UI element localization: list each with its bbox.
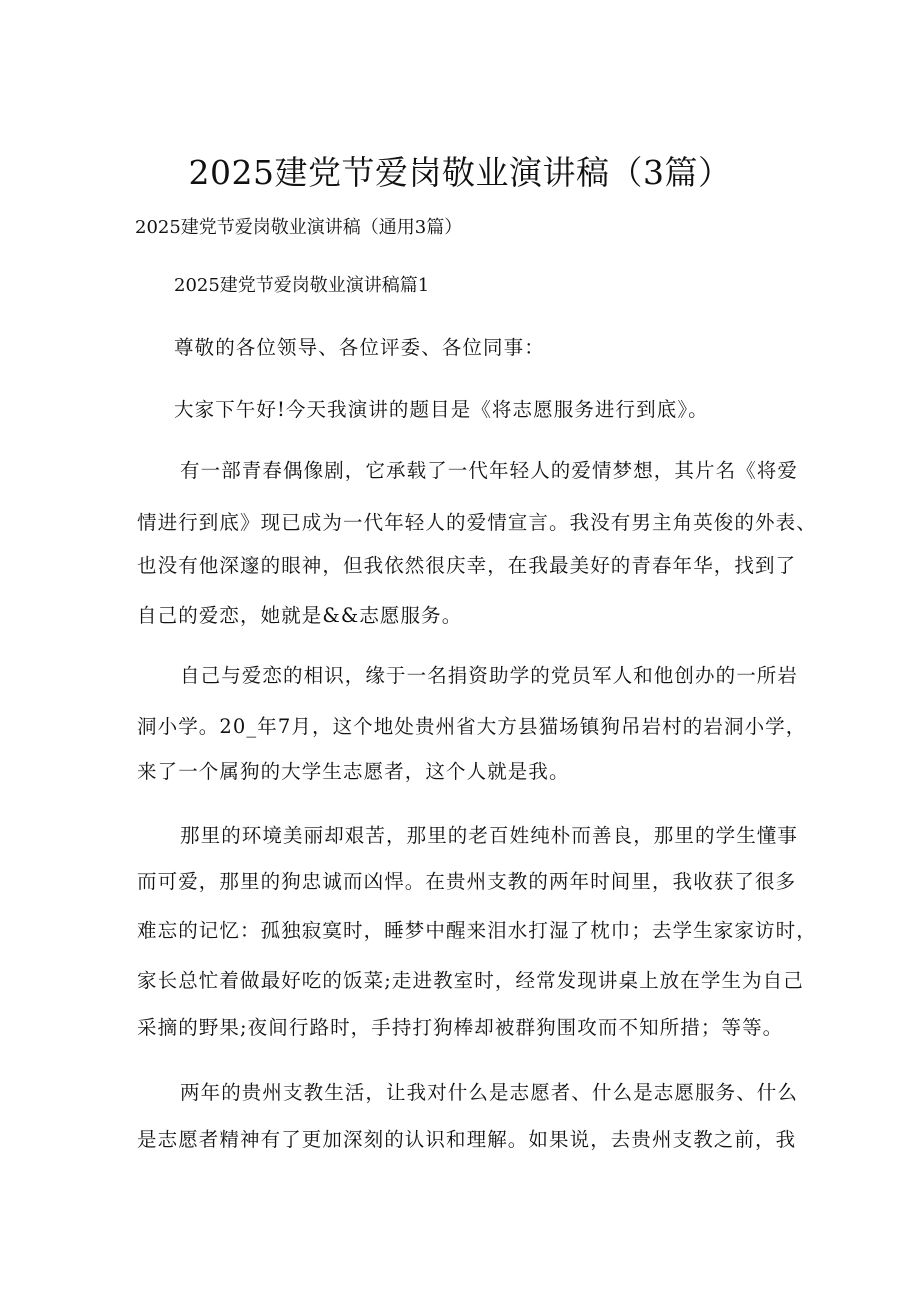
salutation: 尊敬的各位领导、各位评委、各位同事： — [174, 336, 545, 359]
paragraph-line: 也没有他深邃的眼神，但我依然很庆幸，在我最美好的青春年华，找到了 — [137, 554, 797, 577]
paragraph-line: 洞小学。20_年7月，这个地处贵州省大方县猫场镇狗吊岩村的岩洞小学， — [137, 715, 807, 738]
paragraph-line: 采摘的野果;夜间行路时，手持打狗棒却被群狗围攻而不知所措；等等。 — [137, 1016, 784, 1039]
paragraph-line: 而可爱，那里的狗忠诚而凶悍。在贵州支教的两年时间里，我收获了很多 — [137, 870, 797, 893]
paragraph-line: 家长总忙着做最好吃的饭菜;走进教室时，经常发现讲桌上放在学生为自己 — [137, 969, 804, 992]
section-heading: 2025建党节爱岗敬业演讲稿篇1 — [174, 275, 430, 296]
greeting: 大家下午好!今天我演讲的题目是《将志愿服务进行到底》。 — [174, 398, 709, 421]
paragraph-line: 难忘的记忆：孤独寂寞时，睡梦中醒来泪水打湿了枕巾；去学生家家访时， — [137, 919, 817, 942]
paragraph-line: 有一部青春偶像剧，它承载了一代年轻人的爱情梦想，其片名《将爱 — [180, 459, 799, 482]
paragraph-line: 自己与爱恋的相识，缘于一名捐资助学的党员军人和他创办的一所岩 — [180, 664, 799, 687]
document-title: 2025建党节爱岗敬业演讲稿（3篇） — [188, 153, 732, 192]
paragraph-line: 情进行到底》现已成为一代年轻人的爱情宣言。我没有男主角英俊的外表、 — [137, 511, 817, 534]
paragraph-line: 那里的环境美丽却艰苦，那里的老百姓纯朴而善良，那里的学生懂事 — [180, 824, 799, 847]
document-subtitle: 2025建党节爱岗敬业演讲稿（通用3篇） — [135, 217, 463, 238]
paragraph-line: 来了一个属狗的大学生志愿者，这个人就是我。 — [137, 760, 570, 783]
paragraph-line: 自己的爱恋，她就是&&志愿服务。 — [137, 604, 463, 627]
paragraph-line: 是志愿者精神有了更加深刻的认识和理解。如果说，去贵州支教之前，我 — [137, 1128, 797, 1151]
paragraph-line: 两年的贵州支教生活，让我对什么是志愿者、什么是志愿服务、什么 — [180, 1081, 799, 1104]
